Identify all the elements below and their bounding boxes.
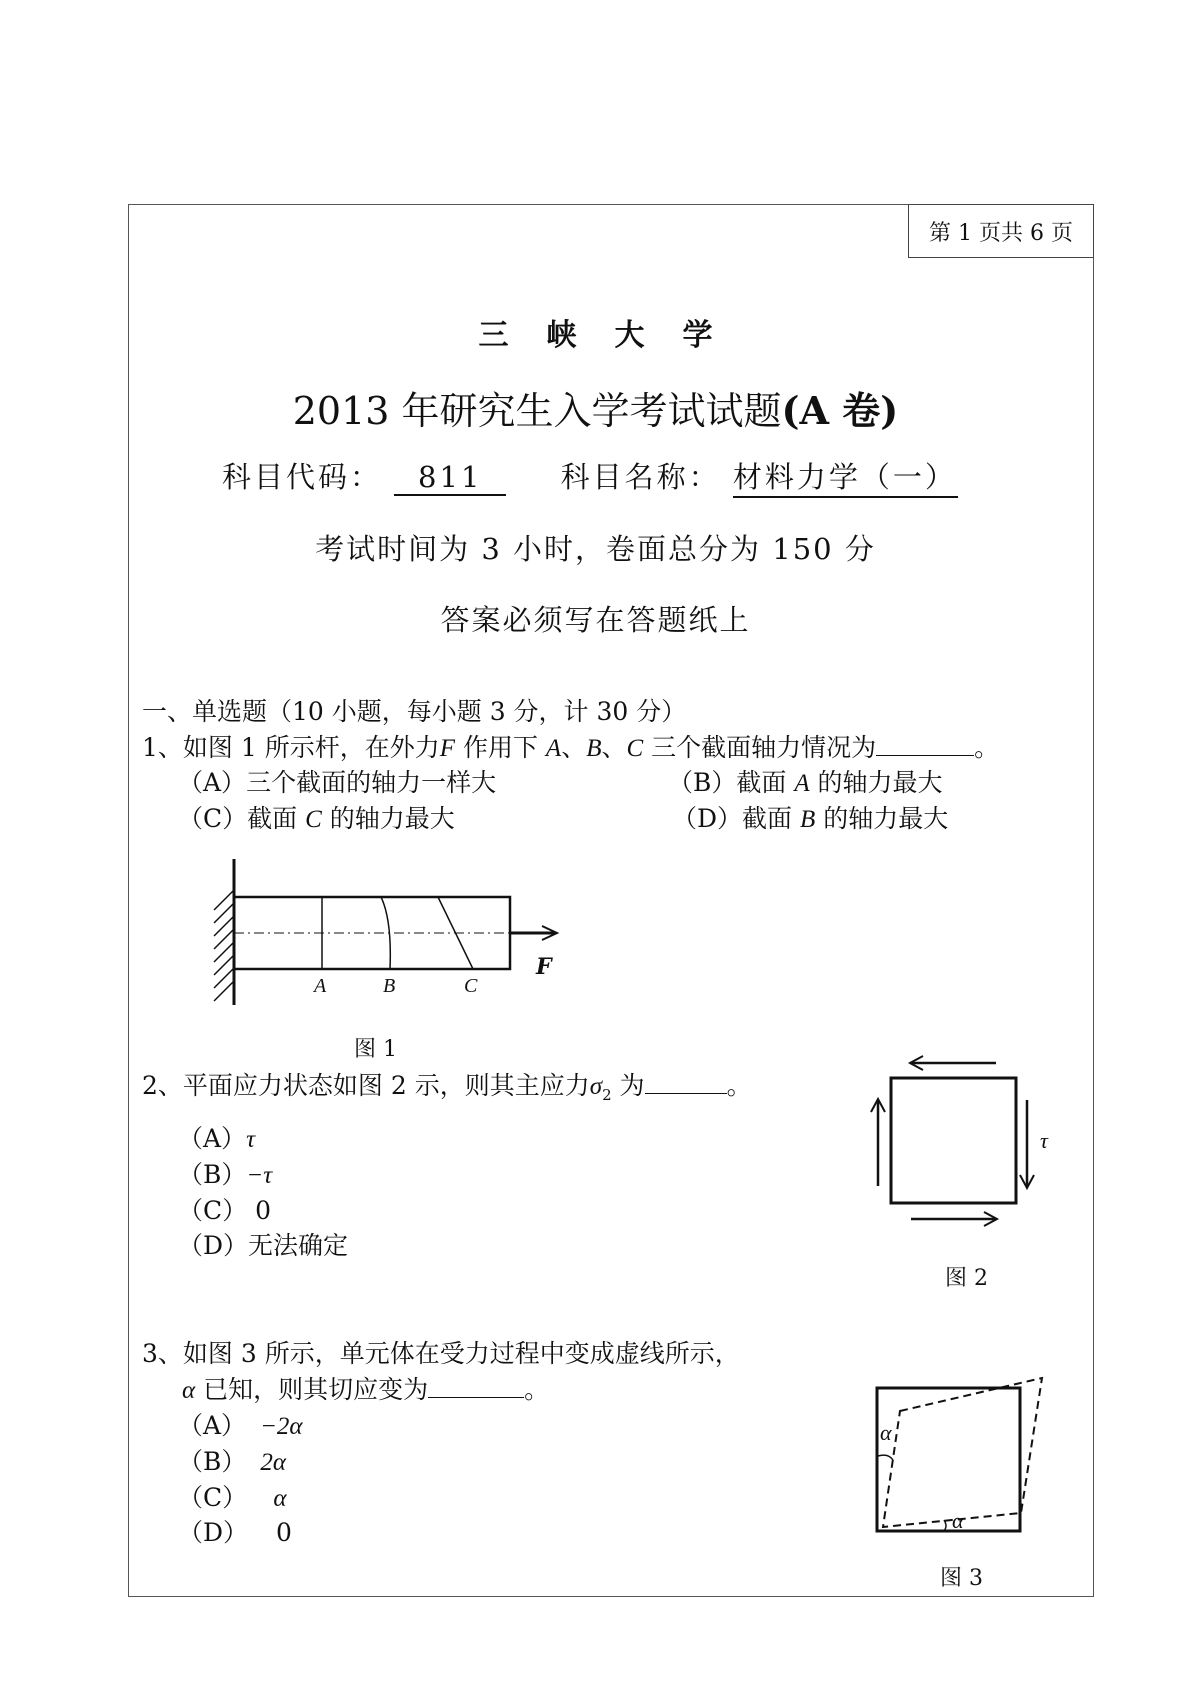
option-text: 截面 xyxy=(247,804,306,833)
figure-1-caption: 图 1 xyxy=(354,1037,397,1062)
sigma-subscript: 2 xyxy=(602,1086,612,1104)
label-a: A xyxy=(314,975,327,997)
subject-name-label: 科目名称： xyxy=(560,460,721,494)
alpha-label-bottom: α xyxy=(952,1508,964,1533)
option-label: （C） xyxy=(178,804,248,833)
option-var: A xyxy=(794,770,810,797)
deformed-element xyxy=(883,1378,1042,1527)
question-number: 1、 xyxy=(142,733,183,762)
q1-text: 、 xyxy=(561,733,587,762)
option-label: （C） xyxy=(178,1196,248,1225)
var-F: F xyxy=(439,735,455,762)
option-value: α xyxy=(267,1485,287,1512)
option-label: （B） xyxy=(668,768,737,797)
var-A: A xyxy=(545,735,562,762)
option-label: （B） xyxy=(178,1447,247,1476)
option-label: （A） xyxy=(178,1411,247,1440)
label-force-f: F xyxy=(536,954,552,980)
option-label: （D） xyxy=(178,1518,249,1547)
q2-end: 。 xyxy=(726,1071,752,1100)
q2-text: 为 xyxy=(611,1071,645,1100)
q1-text: 作用下 xyxy=(455,733,546,762)
option-label: （A） xyxy=(178,768,247,797)
option-value: 0 xyxy=(268,1518,292,1547)
title-main: 2013 年研究生入学考试试题 xyxy=(292,389,782,433)
option-var: C xyxy=(305,806,322,833)
label-c: C xyxy=(464,975,478,997)
original-element xyxy=(877,1388,1020,1531)
option-text: 三个截面的轴力一样大 xyxy=(246,768,497,797)
section-heading: 一、单选题（10 小题，每小题 3 分，计 30 分） xyxy=(142,697,687,726)
title-paper-version: (A 卷) xyxy=(781,388,899,433)
subject-name: 材料力学（一） xyxy=(733,455,958,498)
option-label: （A） xyxy=(178,1124,247,1153)
option-label: （D） xyxy=(178,1231,249,1260)
option-value: 2α xyxy=(260,1449,286,1476)
var-C: C xyxy=(626,735,644,762)
angle-arc-bottom xyxy=(944,1520,946,1531)
option-label: （D） xyxy=(672,804,743,833)
q1-end: 。 xyxy=(974,733,1000,762)
q1-text: 如图 1 所示杆，在外力 xyxy=(182,733,440,762)
answer-sheet-note: 答案必须写在答题纸上 xyxy=(440,603,751,637)
option-text: 截面 xyxy=(736,768,795,797)
q3-end: 。 xyxy=(524,1375,550,1404)
alpha-label-left: α xyxy=(880,1420,892,1445)
option-value: −τ xyxy=(246,1162,273,1189)
subject-code: 811 xyxy=(394,460,506,496)
q1-text: 、 xyxy=(601,733,627,762)
option-var: B xyxy=(800,806,816,833)
q3-text: 已知，则其切应变为 xyxy=(195,1375,429,1404)
option-value: τ xyxy=(246,1126,256,1153)
option-label: （B） xyxy=(178,1160,247,1189)
page-indicator: 第 1 页共 6 页 xyxy=(908,204,1094,258)
q3-text: 如图 3 所示，单元体在受力过程中变成虚线所示， xyxy=(182,1339,740,1368)
question-number: 2、 xyxy=(142,1071,183,1100)
option-label: （C） xyxy=(178,1483,248,1512)
subject-code-label: 科目代码： xyxy=(222,460,383,494)
sigma-symbol: σ xyxy=(589,1073,603,1100)
q2-text: 平面应力状态如图 2 示，则其主应力 xyxy=(182,1071,590,1100)
figure-2-caption: 图 2 xyxy=(945,1266,988,1291)
option-value: 0 xyxy=(247,1196,271,1225)
q1-text: 三个截面轴力情况为 xyxy=(643,733,877,762)
tau-label: τ xyxy=(1040,1128,1048,1153)
question-number: 3、 xyxy=(142,1339,183,1368)
angle-arc-left xyxy=(878,1455,893,1460)
exam-time-note: 考试时间为 3 小时，卷面总分为 150 分 xyxy=(315,532,876,566)
option-text: 的轴力最大 xyxy=(321,804,455,833)
option-value: 无法确定 xyxy=(248,1231,349,1260)
var-B: B xyxy=(586,735,602,762)
university-name: 三峡大学 xyxy=(478,318,751,353)
option-text: 截面 xyxy=(742,804,800,833)
alpha-symbol: α xyxy=(182,1377,196,1404)
option-text: 的轴力最大 xyxy=(809,768,943,797)
label-b: B xyxy=(383,975,396,997)
option-text: 的轴力最大 xyxy=(815,804,949,833)
option-value: −2α xyxy=(260,1413,303,1440)
figure-3-caption: 图 3 xyxy=(940,1566,983,1591)
